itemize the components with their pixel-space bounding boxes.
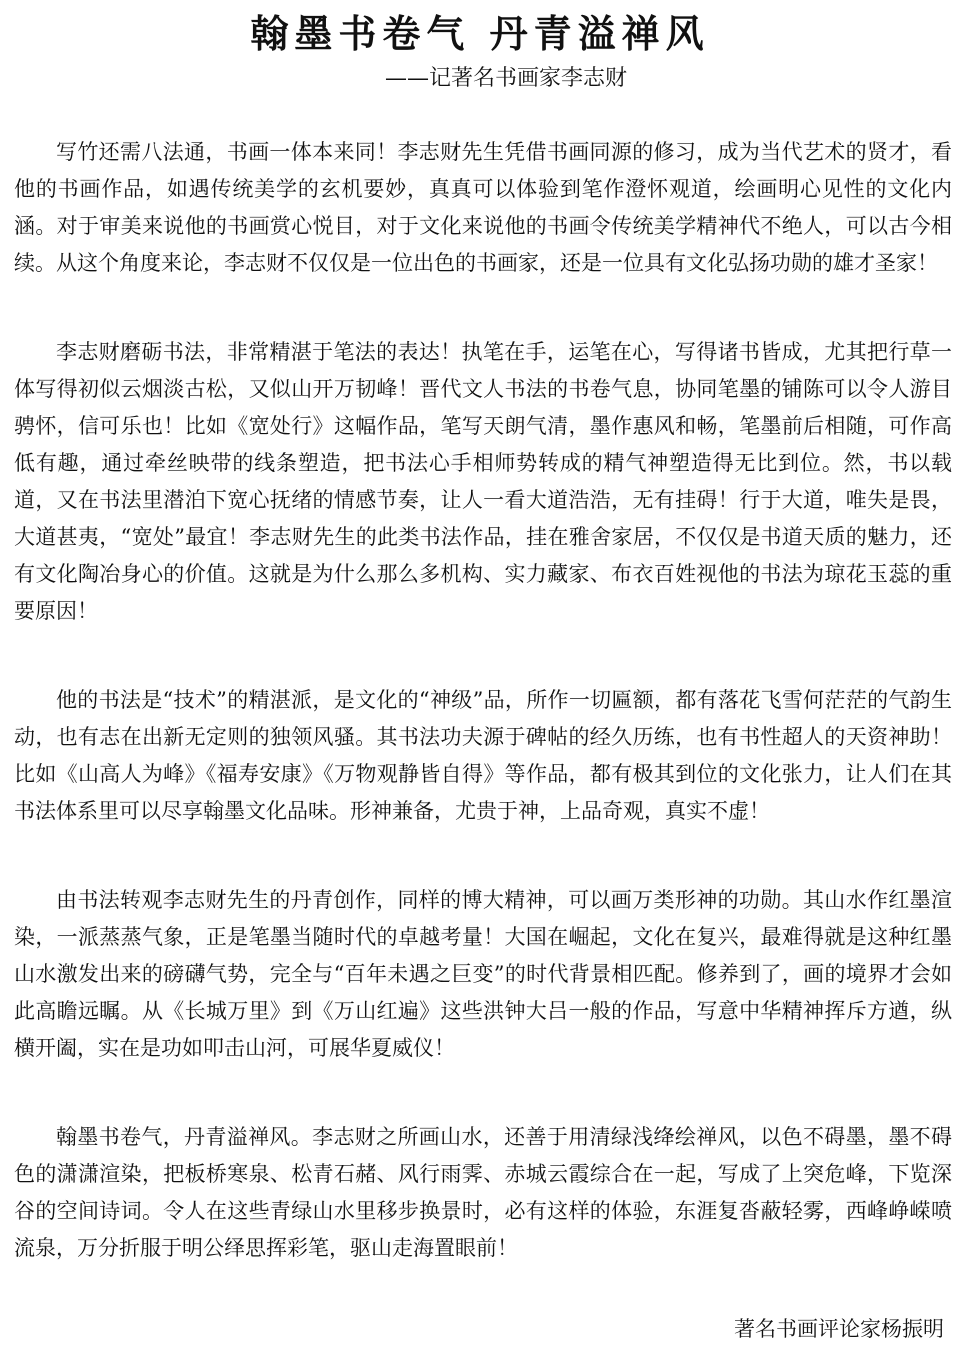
paragraph-5: 翰墨书卷气，丹青溢禅风。李志财之所画山水，还善于用清绿浅绛绘禅风，以色不碍墨，墨不碍色的潇潇渲染，把板桥寒泉、松青石赭、风行雨霁、赤城云霞综合在一起，写成了上突危峰，下览深谷的空间诗词。令人在这些青绿山水里移步换景时，必有这样的体验，东涯复沓蔽轻雾，西峰峥嵘喷流泉，万分折服于明公绎思挥彩笔，驱山走海置眼前！: [14, 1125, 952, 1260]
article-body: [14, 134, 952, 1319]
article-subtitle: ——记著名书画家李志财: [385, 66, 628, 91]
article-title: 翰墨书卷气 丹青溢禅风: [250, 11, 710, 56]
paragraph-2: 李志财磨砺书法，非常精湛于笔法的表达！执笔在手，运笔在心，写得诸书皆成，尤其把行草一体写得初似云烟淡古松，又似山开万韧峰！晋代文人书法的书卷气息，协同笔墨的铺陈可以令人游目骋怀，信可乐也！比如《宽处行》这幅作品，笔写天朗气清，墨作惠风和畅，笔墨前后相随，可作高低有趣，通过牵丝映带的线条塑造，把书法心手相师势转成的精气神塑造得无比到位。然，书以载道，又在书法里潜泊下宽心抚绪的情感节奏，让人一看大道浩浩，无有挂碍！行于大道，唯失是畏，大道甚夷，“宽处”最宜！李志财先生的此类书法作品，挂在雅舍家居，不仅仅是书道天质的魅力，还有文化陶冶身心的价值。这就是为什么那么多机构、实力藏家、布衣百姓视他的书法为琼花玉蕊的重要原因！: [14, 340, 952, 623]
paragraph-4: 由书法转观李志财先生的丹青创作，同样的博大精神，可以画万类形神的功勋。其山水作红墨渲染，一派蒸蒸气象，正是笔墨当随时代的卓越考量！大国在崛起，文化在复兴，最难得就是这种红墨山水激发出来的磅礴气势，完全与“百年未遇之巨变”的时代背景相匹配。修养到了，画的境界才会如此高瞻远瞩。从《长城万里》到《万山红遍》这些洪钟大吕一般的作品，写意中华精神挥斥方遒，纵横开阖，实在是功如叩击山河，可展华夏威仪！: [14, 888, 952, 1060]
author-signature: 著名书画评论家杨振明: [734, 1317, 944, 1341]
paragraph-1: 写竹还需八法通，书画一体本来同！李志财先生凭借书画同源的修习，成为当代艺术的贤才，看他的书画作品，如遇传统美学的玄机要妙，真真可以体验到笔作澄怀观道，绘画明心见性的文化内涵。对于审美来说他的书画赏心悦目，对于文化来说他的书画令传统美学精神代不绝人，可以古今相续。从这个角度来论，李志财不仅仅是一位出色的书画家，还是一位具有文化弘扬功勋的雄才圣家！: [14, 140, 952, 275]
paragraph-3: 他的书法是“技术”的精湛派，是文化的“神级”品，所作一切匾额，都有落花飞雪何茫茫的气韵生动，也有志在出新无定则的独领风骚。其书法功夫源于碑帖的经久历练，也有书性超人的天资神助！比如《山高人为峰》《福寿安康》《万物观静皆自得》等作品，都有极其到位的文化张力，让人们在其书法体系里可以尽享翰墨文化品味。形神兼备，尤贵于神，上品奇观，真实不虚！: [14, 688, 952, 823]
